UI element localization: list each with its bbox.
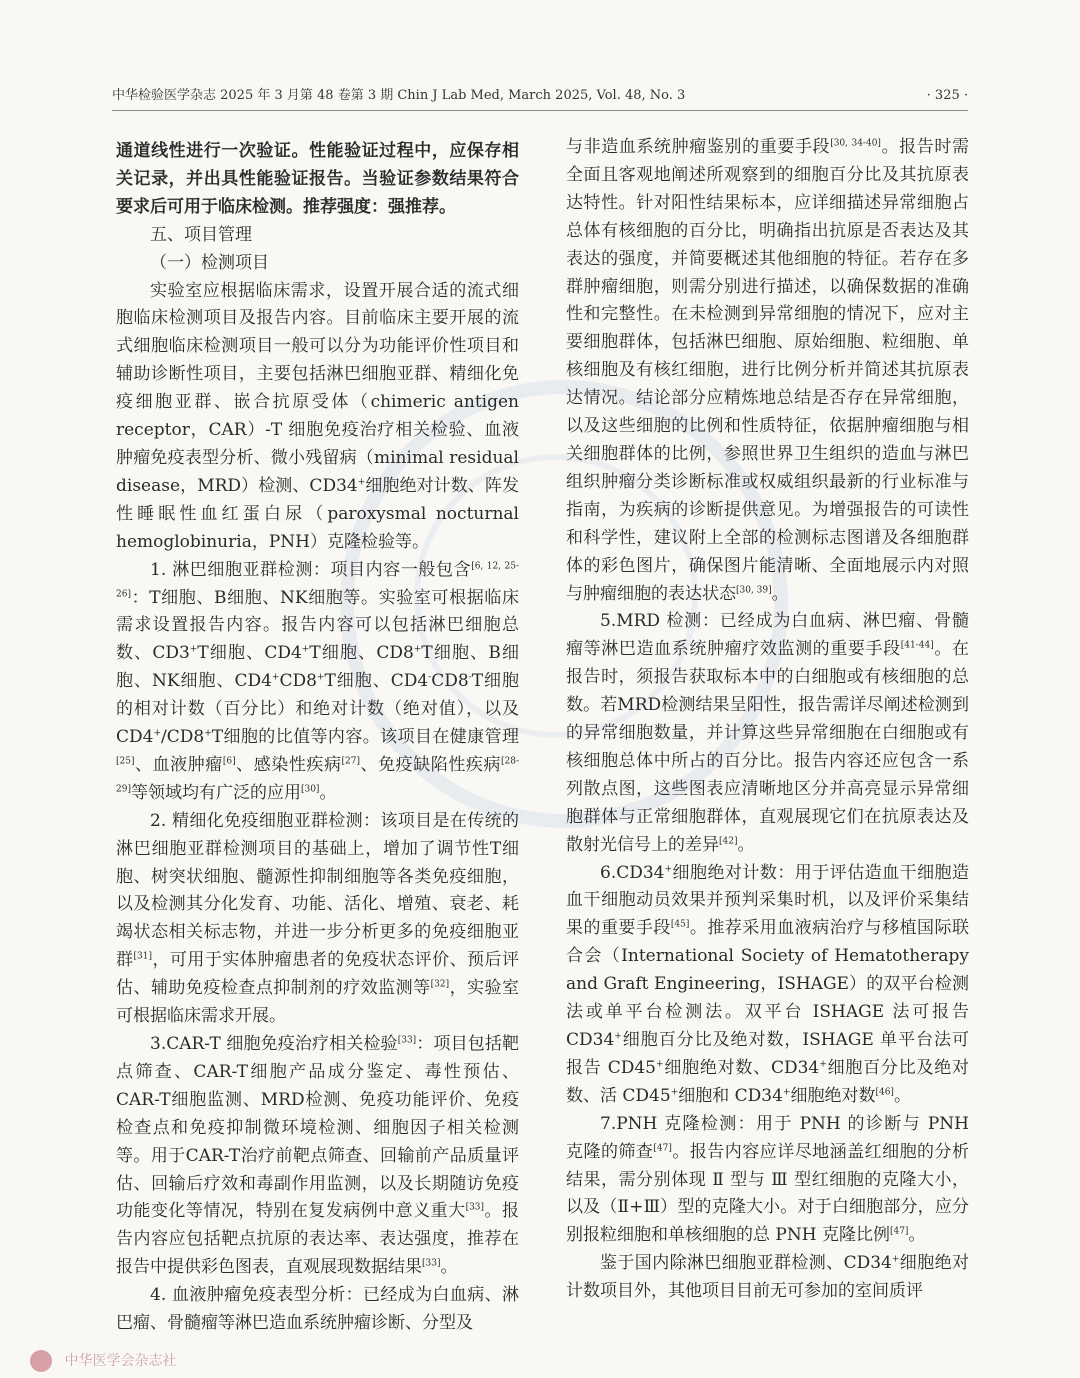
journal-citation: 中华检验医学杂志 2025 年 3 月第 48 卷第 3 期 Chin J Lab Med, March 2025, Vol. 48, No. 3 [112, 88, 686, 103]
right-paragraph: 7.PNH 克隆检测：用于 PNH 的诊断与 PNH 克隆的筛查[47]。报告内容应详尽地涵盖红细胞的分析结果，需分别体现 Ⅱ 型与 Ⅲ 型红细胞的克隆大小，以及（Ⅱ+Ⅲ）型的克隆大小。对于白细胞部分，应分别报粒细胞和单核细胞的总 PNH 克隆比例[47]。 [566, 1113, 969, 1246]
publisher-footer [30, 1350, 176, 1372]
left-paragraph: 3.CAR-T 细胞免疫治疗相关检验[33]：项目包括靶点筛查、CAR-T细胞产品成分鉴定、毒性预估、CAR-T细胞监测、MRD检测、免疫功能评价、免疫检查点和免疫抑制微环境检测、细胞因子相关检测等。用于CAR-T治疗前靶点筛查、回输前产品质量评估、回输后疗效和毒副作用监测，以及长期随访免疫功能变化等情况，特别在复发病例中意义重大[33]。报告内容应包括靶点抗原的表达率、表达强度，推荐在报告中提供彩色图表，直观展现数据结果[33]。 [116, 1034, 520, 1278]
publisher-name: 中华医学会杂志社 [64, 1353, 177, 1369]
left-paragraph: 1. 淋巴细胞亚群检测：项目内容一般包含[6, 12, 25-26]：T细胞、B细胞、NK细胞等。实验室可根据临床需求设置报告内容。报告内容可以包括淋巴细胞总数、CD3+T细胞、CD4+T细胞、CD8+T细胞、B细胞、NK细胞、CD4+CD8+T细胞、CD4-CD8-T细胞的相对计数（百分比）和绝对计数（绝对值），以及CD4+/CD8+T细胞的比值等内容。该项目在健康管理[25]、血液肿瘤[6]、感染性疾病[27]、免疫缺陷性疾病[28-29]等领域均有广泛的应用[30]。 [116, 559, 520, 803]
right-paragraph: 5.MRD 检测：已经成为白血病、淋巴瘤、骨髓瘤等淋巴造血系统肿瘤疗效监测的重要手段[41-44]。在报告时，须报告获取标本中的白细胞或有核细胞的总数。若MRD检测结果呈阳性，报告需详尽阐述检测到的异常细胞数量，并计算这些异常细胞在白细胞或有核细胞总体中所占的百分比。报告内容还应包含一系列散点图，这些图表应清晰地区分并高亮显示异常细胞群体与正常细胞群体，直观展现它们在抗原表达及散射光信号上的差异[42]。 [566, 611, 970, 855]
right-paragraph: 6.CD34+细胞绝对计数：用于评估造血干细胞造血干细胞动员效果并预判采集时机，以及评价采集结果的重要手段[45]。推荐采用血液病治疗与移植国际联合会（International Society of Hematotherapy and Graft Engineering，ISHAGE）的双平台检测法或单平台检测法。双平台 ISHAGE 法可报告 CD34+细胞百分比及绝对数，ISHAGE 单平台法可报告 CD45+细胞绝对数、CD34+细胞百分比及绝对数、活 CD45+细胞和 CD34+细胞绝对数[46]。 [566, 862, 970, 1106]
right-paragraph: 与非造血系统肿瘤鉴别的重要手段[30, 34-40]。报告时需全面且客观地阐述所观察到的细胞百分比及其抗原表达特性。针对阳性结果标本，应详细描述异常细胞占总体有核细胞的百分比，明确指出抗原是否表达及其表达的强度，并简要概述其他细胞的特征。若存在多群肿瘤细胞，则需分别进行描述，以确保数据的准确性和完整性。在未检测到异常细胞的情况下，应对主要细胞群体，包括淋巴细胞、原始细胞、粒细胞、单核细胞及有核红细胞，进行比例分析并简述其抗原表达情况。结论部分应精炼地总结是否存在异常细胞，以及这些细胞的比例和性质特征，依据肿瘤细胞与相关细胞群体的比例，参照世界卫生组织的造血与淋巴组织肿瘤分类诊断标准或权威组织最新的行业标准与指南，为疾病的诊断提供意见。为增强报告的可读性和科学性，建议附上全部的检测标志图谱及各细胞群体的彩色图片，确保图片能清晰、全面地展示内对照与肿瘤细胞的表达状态[30, 39]。 [566, 137, 970, 604]
running-header [112, 86, 968, 111]
right-paragraph: 鉴于国内除淋巴细胞亚群检测、CD34+细胞绝对计数项目外，其他项目目前无可参加的室间质评 [566, 1253, 969, 1302]
left-paragraph: 五、项目管理 [150, 224, 252, 245]
left-column [116, 138, 519, 1338]
right-column [566, 134, 969, 1306]
left-paragraph: 2. 精细化免疫细胞亚群检测：该项目是在传统的淋巴细胞亚群检测项目的基础上，增加了调节性T细胞、树突状细胞、髓源性抑制细胞等各类免疫细胞，以及检测其分化发育、功能、活化、增殖、衰老、耗竭状态相关标志物，并进一步分析更多的免疫细胞亚群[31]，可用于实体肿瘤患者的免疫状态评价、预后评估、辅助免疫检查点抑制剂的疗效监测等[32]，实验室可根据临床需求开展。 [116, 810, 520, 1027]
left-paragraph: （一）检测项目 [150, 252, 269, 273]
left-paragraph: 通道线性进行一次验证。性能验证过程中，应保存相关记录，并出具性能验证报告。当验证参数结果符合要求后可用于临床检测。推荐强度：强推荐。 [116, 141, 519, 217]
page-number: · 325 · [926, 88, 968, 103]
publisher-logo-icon [30, 1350, 52, 1372]
left-paragraph: 实验室应根据临床需求，设置开展合适的流式细胞临床检测项目及报告内容。目前临床主要开展的流式细胞临床检测项目一般可以分为功能评价性项目和辅助诊断性项目，主要包括淋巴细胞亚群、精细化免疫细胞亚群、嵌合抗原受体（chimeric antigen receptor，CAR）-T 细胞免疫治疗相关检验、血液肿瘤免疫表型分析、微小残留病（minimal residual disease，MRD）检测、CD34+细胞绝对计数、阵发性睡眠性血红蛋白尿（paroxysmal nocturnal hemoglobinuria，PNH）克隆检验等。 [116, 280, 520, 552]
left-paragraph: 4. 血液肿瘤免疫表型分析：已经成为白血病、淋巴瘤、骨髓瘤等淋巴造血系统肿瘤诊断、分型及 [116, 1285, 519, 1334]
